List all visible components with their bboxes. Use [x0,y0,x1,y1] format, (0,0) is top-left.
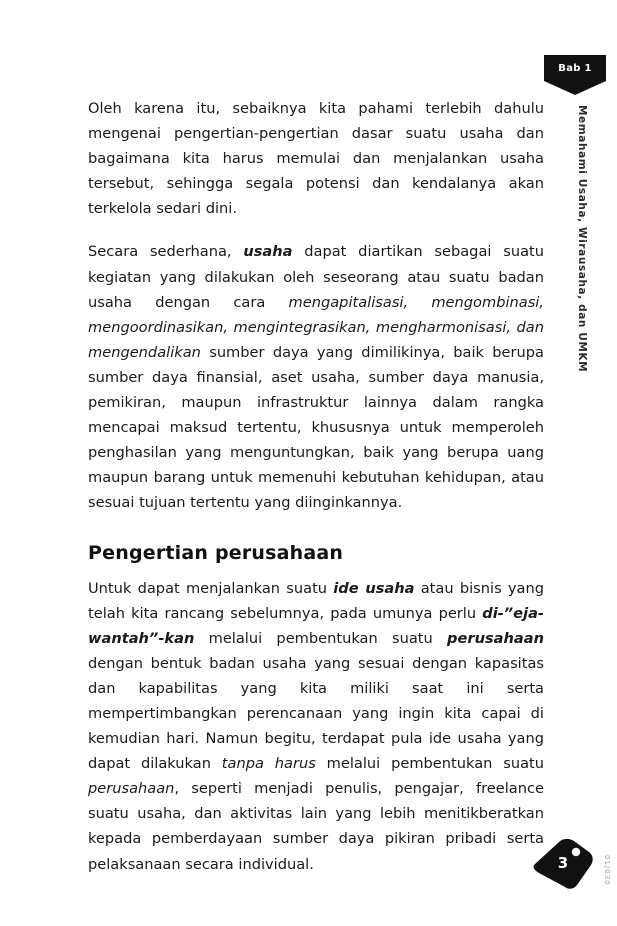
page-number: 3 [557,854,569,872]
p2-text-2: dapat diartikan sebagai suatu kegiatan yang dilakukan oleh seseorang atau suatu badan usaha dengan cara [88,243,544,311]
paragraph-3 [88,576,544,877]
chapter-badge: Bab 1 [544,55,606,81]
p2-text-3: sumber daya yang dimilikinya, baik berupa sumber daya finansial, aset usaha, sumber daya manusia, pemikiran, maupun infrastruktur lainnya dalam rangka mencapai maksud tertentu, khususnya untuk memperoleh penghasilan yang menguntungkan, baik yang berupa uang maupun barang untuk memenuhi kebutuhan kehidupan, atau sesuai tujuan tertentu yang diinginkannya. [88,343,544,512]
page-content [88,96,544,877]
p3-emphasis-2: di-”eja-wantah”-kan [88,604,544,647]
p2-emphasis-1: usaha [243,243,293,261]
p3-text-5: melalui pembentukan suatu [315,755,545,773]
p3-text-6: , seperti menjadi penulis, pengajar, freelance suatu usaha, dan aktivitas lain yang lebih menitikberatkan kepada pemberdayaan sumber daya pikiran pribadi serta pelaksanaan secara individual. [88,780,544,873]
p3-emphasis-3: perusahaan [447,629,544,647]
p3-text-4: dengan bentuk badan usaha yang sesuai dengan kapasitas dan kapabilitas yang kita miliki saat ini serta mempertimbangkan perencanaan yang ingin kita capai di kemudian hari. Namun begitu, terdapat pula ide usaha yang dapat dilakukan [88,654,544,773]
p2-emphasis-2: mengapitalisasi, mengombinasi, mengoordinasikan, mengintegrasikan, mengharmonisasi, dan mengendalikan [88,293,545,361]
p3-text-1: Untuk dapat menjalankan suatu [88,579,334,597]
p3-text-2: atau bisnis yang telah kita rancang sebelumnya, pada umunya perlu [88,579,545,622]
chapter-title: Memahami Usaha, Wirausaha, dan UMKM [576,105,588,373]
p3-emphasis-4: tanpa harus [221,755,316,773]
paragraph-2 [88,239,544,515]
page-number-tag [529,836,595,890]
paragraph-1: Oleh karena itu, sebaiknya kita pahami terlebih dahulu mengenai pengertian-pengertian dasar suatu usaha dan bagaimana kita harus memulai dan menjalankan usaha tersebut, sehingga segala potensi dan kendalanya akan terkelola sedari dini. [88,100,544,218]
p3-text-3: melalui pembentukan suatu [194,629,448,647]
p3-emphasis-5: perusahaan [88,780,175,798]
chapter-tab-arrow-icon [544,81,606,95]
p2-text-1: Secara sederhana, [88,243,244,261]
side-code: 01/030 [603,855,611,886]
p3-emphasis-1: ide usaha [333,579,415,597]
chapter-tab [558,55,599,373]
section-heading: Pengertian perusahaan [88,541,344,564]
